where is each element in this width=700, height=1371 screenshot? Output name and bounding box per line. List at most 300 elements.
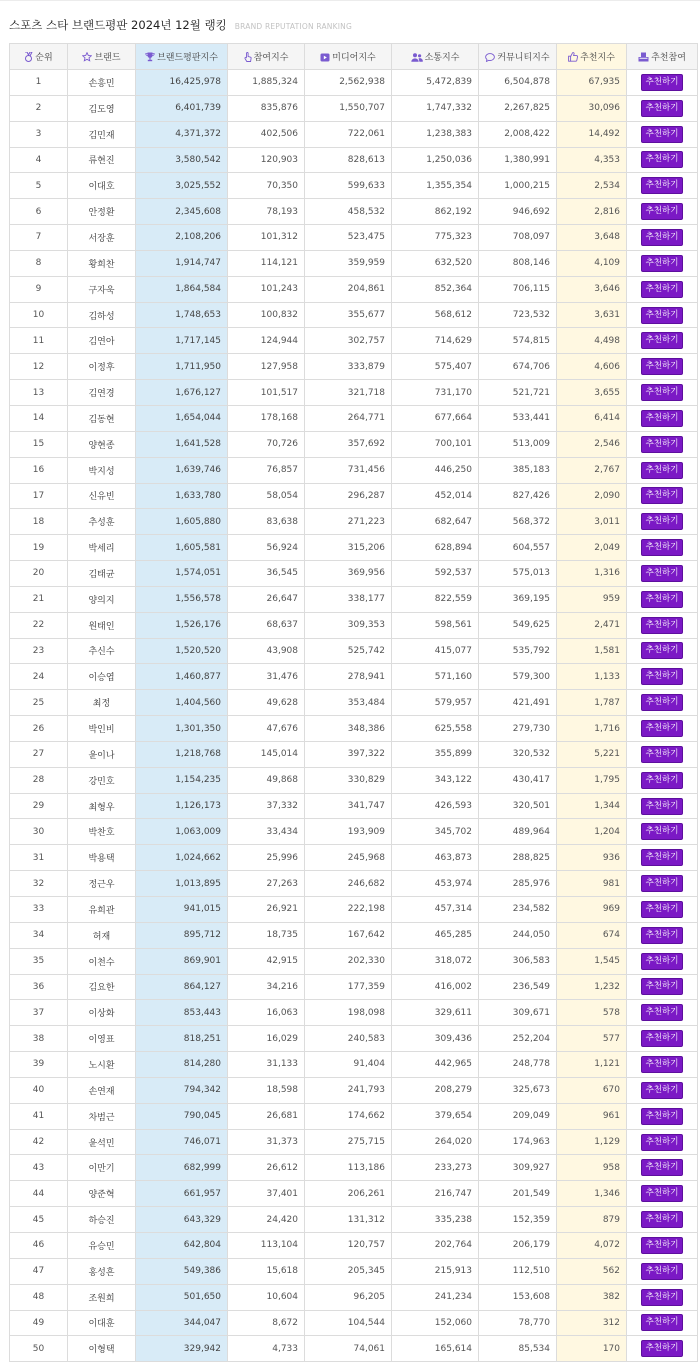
recommend-button[interactable]: 추천하기 — [641, 410, 684, 427]
rank-cell: 18 — [10, 509, 68, 535]
col-header-vote: 추천참여 — [627, 44, 698, 70]
communication-cell: 714,629 — [392, 328, 479, 354]
recommend-cell: 674 — [557, 922, 627, 948]
community-cell: 285,976 — [479, 871, 557, 897]
bp-index-cell: 2,108,206 — [136, 225, 228, 251]
vote-cell — [627, 767, 698, 793]
communication-cell: 1,250,036 — [392, 147, 479, 173]
rank-cell: 21 — [10, 586, 68, 612]
brand-name-cell: 정근우 — [68, 871, 136, 897]
recommend-button[interactable]: 추천하기 — [641, 229, 684, 246]
recommend-button[interactable]: 추천하기 — [641, 694, 684, 711]
vote-cell — [627, 1077, 698, 1103]
recommend-button[interactable]: 추천하기 — [641, 358, 684, 375]
bp-index-cell: 1,126,173 — [136, 793, 228, 819]
table-row — [10, 535, 698, 561]
recommend-button[interactable]: 추천하기 — [641, 74, 684, 91]
table-row — [10, 741, 698, 767]
bp-index-cell: 1,574,051 — [136, 561, 228, 587]
vote-cell — [627, 612, 698, 638]
vote-cell — [627, 457, 698, 483]
brand-name-cell: 박찬호 — [68, 819, 136, 845]
community-cell: 521,721 — [479, 380, 557, 406]
table-row — [10, 638, 698, 664]
bp-index-cell: 1,154,235 — [136, 767, 228, 793]
communication-cell: 318,072 — [392, 948, 479, 974]
table-row — [10, 276, 698, 302]
bp-index-cell: 864,127 — [136, 974, 228, 1000]
bp-index-cell: 1,556,578 — [136, 586, 228, 612]
brand-name-cell: 홍성흔 — [68, 1258, 136, 1284]
col-header-bp-index: 브랜드평판지수 — [136, 44, 228, 70]
star-icon — [82, 52, 92, 62]
bp-index-cell: 1,520,520 — [136, 638, 228, 664]
col-header-community: 커뮤니티지수 — [479, 44, 557, 70]
community-cell: 1,380,991 — [479, 147, 557, 173]
participation-cell: 24,420 — [228, 1207, 305, 1233]
vote-cell — [627, 1129, 698, 1155]
table-row — [10, 586, 698, 612]
bp-index-cell: 1,717,145 — [136, 328, 228, 354]
communication-cell: 426,593 — [392, 793, 479, 819]
media-cell: 205,345 — [305, 1258, 392, 1284]
community-cell: 385,183 — [479, 457, 557, 483]
recommend-button[interactable]: 추천하기 — [641, 1134, 684, 1151]
recommend-button[interactable]: 추천하기 — [641, 1056, 684, 1073]
bp-index-cell: 1,301,350 — [136, 716, 228, 742]
brand-name-cell: 양준혁 — [68, 1181, 136, 1207]
participation-cell: 26,681 — [228, 1103, 305, 1129]
recommend-button[interactable]: 추천하기 — [641, 746, 684, 763]
participation-cell: 83,638 — [228, 509, 305, 535]
participation-cell: 26,921 — [228, 897, 305, 923]
recommend-button[interactable]: 추천하기 — [641, 1159, 684, 1176]
table-row — [10, 767, 698, 793]
recommend-cell: 3,646 — [557, 276, 627, 302]
participation-cell: 27,263 — [228, 871, 305, 897]
media-cell: 296,287 — [305, 483, 392, 509]
participation-cell: 835,876 — [228, 95, 305, 121]
communication-cell: 852,364 — [392, 276, 479, 302]
communication-cell: 355,899 — [392, 741, 479, 767]
table-row — [10, 819, 698, 845]
media-cell: 198,098 — [305, 1000, 392, 1026]
recommend-button[interactable]: 추천하기 — [641, 849, 684, 866]
recommend-cell: 1,316 — [557, 561, 627, 587]
recommend-cell: 2,534 — [557, 173, 627, 199]
communication-cell: 625,558 — [392, 716, 479, 742]
table-row — [10, 250, 698, 276]
rank-cell: 44 — [10, 1181, 68, 1207]
communication-cell: 579,957 — [392, 690, 479, 716]
table-row — [10, 845, 698, 871]
col-header-participation: 참여지수 — [228, 44, 305, 70]
col-header-media: 미디어지수 — [305, 44, 392, 70]
vote-cell — [627, 1232, 698, 1258]
recommend-button[interactable]: 추천하기 — [641, 1211, 684, 1228]
vote-cell — [627, 431, 698, 457]
rank-cell: 36 — [10, 974, 68, 1000]
recommend-cell: 2,049 — [557, 535, 627, 561]
rank-cell: 41 — [10, 1103, 68, 1129]
media-cell: 275,715 — [305, 1129, 392, 1155]
recommend-cell: 1,129 — [557, 1129, 627, 1155]
recommend-cell: 981 — [557, 871, 627, 897]
media-cell: 355,677 — [305, 302, 392, 328]
community-cell: 2,267,825 — [479, 95, 557, 121]
community-cell: 2,008,422 — [479, 121, 557, 147]
communication-cell: 453,974 — [392, 871, 479, 897]
communication-cell: 343,122 — [392, 767, 479, 793]
vote-cell — [627, 380, 698, 406]
bp-index-cell: 1,218,768 — [136, 741, 228, 767]
community-cell: 827,426 — [479, 483, 557, 509]
bp-index-cell: 1,633,780 — [136, 483, 228, 509]
brand-name-cell: 김태균 — [68, 561, 136, 587]
recommend-cell: 1,121 — [557, 1052, 627, 1078]
media-cell: 333,879 — [305, 354, 392, 380]
brand-name-cell: 이만기 — [68, 1155, 136, 1181]
rank-cell: 49 — [10, 1310, 68, 1336]
recommend-cell: 1,344 — [557, 793, 627, 819]
vote-cell — [627, 1155, 698, 1181]
rank-cell: 6 — [10, 199, 68, 225]
rank-cell: 16 — [10, 457, 68, 483]
table-row — [10, 1155, 698, 1181]
bp-index-cell: 3,580,542 — [136, 147, 228, 173]
brand-name-cell: 김동현 — [68, 405, 136, 431]
vote-cell — [627, 974, 698, 1000]
recommend-cell: 958 — [557, 1155, 627, 1181]
table-row — [10, 716, 698, 742]
brand-name-cell: 황희찬 — [68, 250, 136, 276]
media-cell: 271,223 — [305, 509, 392, 535]
media-cell: 131,312 — [305, 1207, 392, 1233]
rank-cell: 8 — [10, 250, 68, 276]
media-cell: 104,544 — [305, 1310, 392, 1336]
community-cell: 234,582 — [479, 897, 557, 923]
recommend-button[interactable]: 추천하기 — [641, 875, 684, 892]
media-cell: 74,061 — [305, 1336, 392, 1362]
recommend-cell: 961 — [557, 1103, 627, 1129]
recommend-cell: 4,072 — [557, 1232, 627, 1258]
recommend-button[interactable]: 추천하기 — [641, 177, 684, 194]
vote-cell — [627, 638, 698, 664]
brand-name-cell: 이승엽 — [68, 664, 136, 690]
recommend-button[interactable]: 추천하기 — [641, 772, 684, 789]
recommend-button[interactable]: 추천하기 — [641, 591, 684, 608]
table-row — [10, 302, 698, 328]
recommend-button[interactable]: 추천하기 — [641, 384, 684, 401]
recommend-button[interactable]: 추천하기 — [641, 151, 684, 168]
communication-cell: 775,323 — [392, 225, 479, 251]
table-row — [10, 1258, 698, 1284]
participation-cell: 70,350 — [228, 173, 305, 199]
bp-index-cell: 1,641,528 — [136, 431, 228, 457]
recommend-button[interactable]: 추천하기 — [641, 901, 684, 918]
media-cell: 353,484 — [305, 690, 392, 716]
bp-index-cell: 1,654,044 — [136, 405, 228, 431]
rank-cell: 5 — [10, 173, 68, 199]
rank-cell: 1 — [10, 70, 68, 96]
recommend-button[interactable]: 추천하기 — [641, 617, 684, 634]
vote-cell — [627, 70, 698, 96]
recommend-cell: 3,011 — [557, 509, 627, 535]
recommend-button[interactable]: 추천하기 — [641, 668, 684, 685]
brand-name-cell: 이대훈 — [68, 1310, 136, 1336]
recommend-button[interactable]: 추천하기 — [641, 1082, 684, 1099]
thumbs-up-icon — [568, 52, 578, 62]
participation-cell: 18,598 — [228, 1077, 305, 1103]
recommend-button[interactable]: 추천하기 — [641, 203, 684, 220]
vote-cell — [627, 922, 698, 948]
table-row — [10, 509, 698, 535]
recommend-button[interactable]: 추천하기 — [641, 1314, 684, 1331]
rank-cell: 29 — [10, 793, 68, 819]
community-cell: 708,097 — [479, 225, 557, 251]
participation-cell: 37,401 — [228, 1181, 305, 1207]
vote-cell — [627, 793, 698, 819]
col-header-communication: 소통지수 — [392, 44, 479, 70]
participation-cell: 113,104 — [228, 1232, 305, 1258]
rank-cell: 31 — [10, 845, 68, 871]
recommend-button[interactable]: 추천하기 — [641, 823, 684, 840]
rank-cell: 26 — [10, 716, 68, 742]
brand-name-cell: 조원희 — [68, 1284, 136, 1310]
rank-cell: 11 — [10, 328, 68, 354]
community-cell: 575,013 — [479, 561, 557, 587]
participation-cell: 36,545 — [228, 561, 305, 587]
rank-cell: 37 — [10, 1000, 68, 1026]
rank-cell: 25 — [10, 690, 68, 716]
recommend-cell: 2,767 — [557, 457, 627, 483]
recommend-cell: 936 — [557, 845, 627, 871]
recommend-cell: 578 — [557, 1000, 627, 1026]
communication-cell: 568,612 — [392, 302, 479, 328]
table-row — [10, 1077, 698, 1103]
brand-name-cell: 김요한 — [68, 974, 136, 1000]
rank-cell: 30 — [10, 819, 68, 845]
hand-pointer-icon — [244, 52, 252, 62]
brand-name-cell: 손흥민 — [68, 70, 136, 96]
recommend-button[interactable]: 추천하기 — [641, 565, 684, 582]
rank-cell: 14 — [10, 405, 68, 431]
media-cell: 167,642 — [305, 922, 392, 948]
brand-name-cell: 양의지 — [68, 586, 136, 612]
community-cell: 946,692 — [479, 199, 557, 225]
vote-cell — [627, 1258, 698, 1284]
recommend-cell: 879 — [557, 1207, 627, 1233]
recommend-button[interactable]: 추천하기 — [641, 539, 684, 556]
community-cell: 568,372 — [479, 509, 557, 535]
community-cell: 288,825 — [479, 845, 557, 871]
recommend-cell: 969 — [557, 897, 627, 923]
table-row — [10, 1310, 698, 1336]
bp-index-cell: 344,047 — [136, 1310, 228, 1336]
recommend-button[interactable]: 추천하기 — [641, 1185, 684, 1202]
recommend-button[interactable]: 추천하기 — [641, 513, 684, 530]
media-cell: 828,613 — [305, 147, 392, 173]
recommend-button[interactable]: 추천하기 — [641, 332, 684, 349]
participation-cell: 70,726 — [228, 431, 305, 457]
communication-cell: 632,520 — [392, 250, 479, 276]
brand-name-cell: 서장훈 — [68, 225, 136, 251]
bp-index-cell: 1,639,746 — [136, 457, 228, 483]
recommend-cell: 4,606 — [557, 354, 627, 380]
communication-cell: 335,238 — [392, 1207, 479, 1233]
participation-cell: 58,054 — [228, 483, 305, 509]
vote-cell — [627, 1207, 698, 1233]
media-cell: 599,633 — [305, 173, 392, 199]
recommend-button[interactable]: 추천하기 — [641, 720, 684, 737]
bp-index-cell: 794,342 — [136, 1077, 228, 1103]
communication-cell: 379,654 — [392, 1103, 479, 1129]
table-row — [10, 897, 698, 923]
col-header-rank: 순위 — [10, 44, 68, 70]
participation-cell: 31,373 — [228, 1129, 305, 1155]
table-row — [10, 612, 698, 638]
vote-cell — [627, 897, 698, 923]
comment-icon — [485, 53, 495, 62]
participation-cell: 42,915 — [228, 948, 305, 974]
bp-index-cell: 3,025,552 — [136, 173, 228, 199]
communication-cell: 345,702 — [392, 819, 479, 845]
media-cell: 330,829 — [305, 767, 392, 793]
table-row — [10, 793, 698, 819]
recommend-cell: 6,414 — [557, 405, 627, 431]
recommend-button[interactable]: 추천하기 — [641, 307, 684, 324]
communication-cell: 452,014 — [392, 483, 479, 509]
participation-cell: 101,312 — [228, 225, 305, 251]
rank-cell: 35 — [10, 948, 68, 974]
recommend-button[interactable]: 추천하기 — [641, 487, 684, 504]
participation-cell: 26,647 — [228, 586, 305, 612]
recommend-button[interactable]: 추천하기 — [641, 126, 684, 143]
brand-name-cell: 허재 — [68, 922, 136, 948]
rank-cell: 45 — [10, 1207, 68, 1233]
rank-cell: 19 — [10, 535, 68, 561]
rank-cell: 20 — [10, 561, 68, 587]
table-row — [10, 1026, 698, 1052]
table-row — [10, 199, 698, 225]
communication-cell: 571,160 — [392, 664, 479, 690]
recommend-button[interactable]: 추천하기 — [641, 281, 684, 298]
recommend-button[interactable]: 추천하기 — [641, 1289, 684, 1306]
table-row — [10, 483, 698, 509]
vote-cell — [627, 225, 698, 251]
bp-index-cell: 746,071 — [136, 1129, 228, 1155]
participation-cell: 101,517 — [228, 380, 305, 406]
vote-cell — [627, 95, 698, 121]
rank-cell: 15 — [10, 431, 68, 457]
recommend-button[interactable]: 추천하기 — [641, 1263, 684, 1280]
table-row — [10, 70, 698, 96]
recommend-button[interactable]: 추천하기 — [641, 953, 684, 970]
recommend-button[interactable]: 추천하기 — [641, 100, 684, 117]
recommend-cell: 1,787 — [557, 690, 627, 716]
rank-cell: 27 — [10, 741, 68, 767]
communication-cell: 628,894 — [392, 535, 479, 561]
bp-index-cell: 682,999 — [136, 1155, 228, 1181]
recommend-button[interactable]: 추천하기 — [641, 462, 684, 479]
recommend-button[interactable]: 추천하기 — [641, 642, 684, 659]
participation-cell: 31,476 — [228, 664, 305, 690]
participation-cell: 37,332 — [228, 793, 305, 819]
participation-cell: 78,193 — [228, 199, 305, 225]
vote-cell — [627, 1000, 698, 1026]
recommend-cell: 4,109 — [557, 250, 627, 276]
bp-index-cell: 6,401,739 — [136, 95, 228, 121]
communication-cell: 1,238,383 — [392, 121, 479, 147]
brand-name-cell: 추성훈 — [68, 509, 136, 535]
brand-name-cell: 박지성 — [68, 457, 136, 483]
table-row — [10, 173, 698, 199]
community-cell: 674,706 — [479, 354, 557, 380]
media-cell: 174,662 — [305, 1103, 392, 1129]
communication-cell: 216,747 — [392, 1181, 479, 1207]
rank-cell: 48 — [10, 1284, 68, 1310]
vote-cell — [627, 1336, 698, 1362]
media-cell: 202,330 — [305, 948, 392, 974]
recommend-cell: 1,581 — [557, 638, 627, 664]
vote-cell — [627, 871, 698, 897]
communication-cell: 862,192 — [392, 199, 479, 225]
communication-cell: 241,234 — [392, 1284, 479, 1310]
bp-index-cell: 16,425,978 — [136, 70, 228, 96]
recommend-button[interactable]: 추천하기 — [641, 798, 684, 815]
recommend-button[interactable]: 추천하기 — [641, 1237, 684, 1254]
recommend-button[interactable]: 추천하기 — [641, 436, 684, 453]
rank-cell: 10 — [10, 302, 68, 328]
rank-cell: 9 — [10, 276, 68, 302]
recommend-button[interactable]: 추천하기 — [641, 255, 684, 272]
participation-cell: 25,996 — [228, 845, 305, 871]
media-cell: 177,359 — [305, 974, 392, 1000]
table-row — [10, 948, 698, 974]
users-icon — [411, 53, 423, 62]
bp-index-cell: 869,901 — [136, 948, 228, 974]
table-row — [10, 380, 698, 406]
community-cell: 430,417 — [479, 767, 557, 793]
rank-cell: 28 — [10, 767, 68, 793]
brand-name-cell: 최형우 — [68, 793, 136, 819]
vote-cell — [627, 741, 698, 767]
recommend-button[interactable]: 추천하기 — [641, 927, 684, 944]
vote-cell — [627, 405, 698, 431]
communication-cell: 446,250 — [392, 457, 479, 483]
community-cell: 513,009 — [479, 431, 557, 457]
recommend-cell: 170 — [557, 1336, 627, 1362]
vote-cell — [627, 173, 698, 199]
communication-cell: 202,764 — [392, 1232, 479, 1258]
communication-cell: 457,314 — [392, 897, 479, 923]
brand-name-cell: 이대호 — [68, 173, 136, 199]
media-cell: 193,909 — [305, 819, 392, 845]
vote-cell — [627, 664, 698, 690]
communication-cell: 1,747,332 — [392, 95, 479, 121]
brand-name-cell: 유승민 — [68, 1232, 136, 1258]
recommend-button[interactable]: 추천하기 — [641, 1030, 684, 1047]
participation-cell: 33,434 — [228, 819, 305, 845]
recommend-button[interactable]: 추천하기 — [641, 1108, 684, 1125]
table-row — [10, 1232, 698, 1258]
recommend-button[interactable]: 추천하기 — [641, 1004, 684, 1021]
community-cell: 706,115 — [479, 276, 557, 302]
media-cell: 241,793 — [305, 1077, 392, 1103]
table-row — [10, 1207, 698, 1233]
recommend-button[interactable]: 추천하기 — [641, 1340, 684, 1357]
recommend-button[interactable]: 추천하기 — [641, 978, 684, 995]
